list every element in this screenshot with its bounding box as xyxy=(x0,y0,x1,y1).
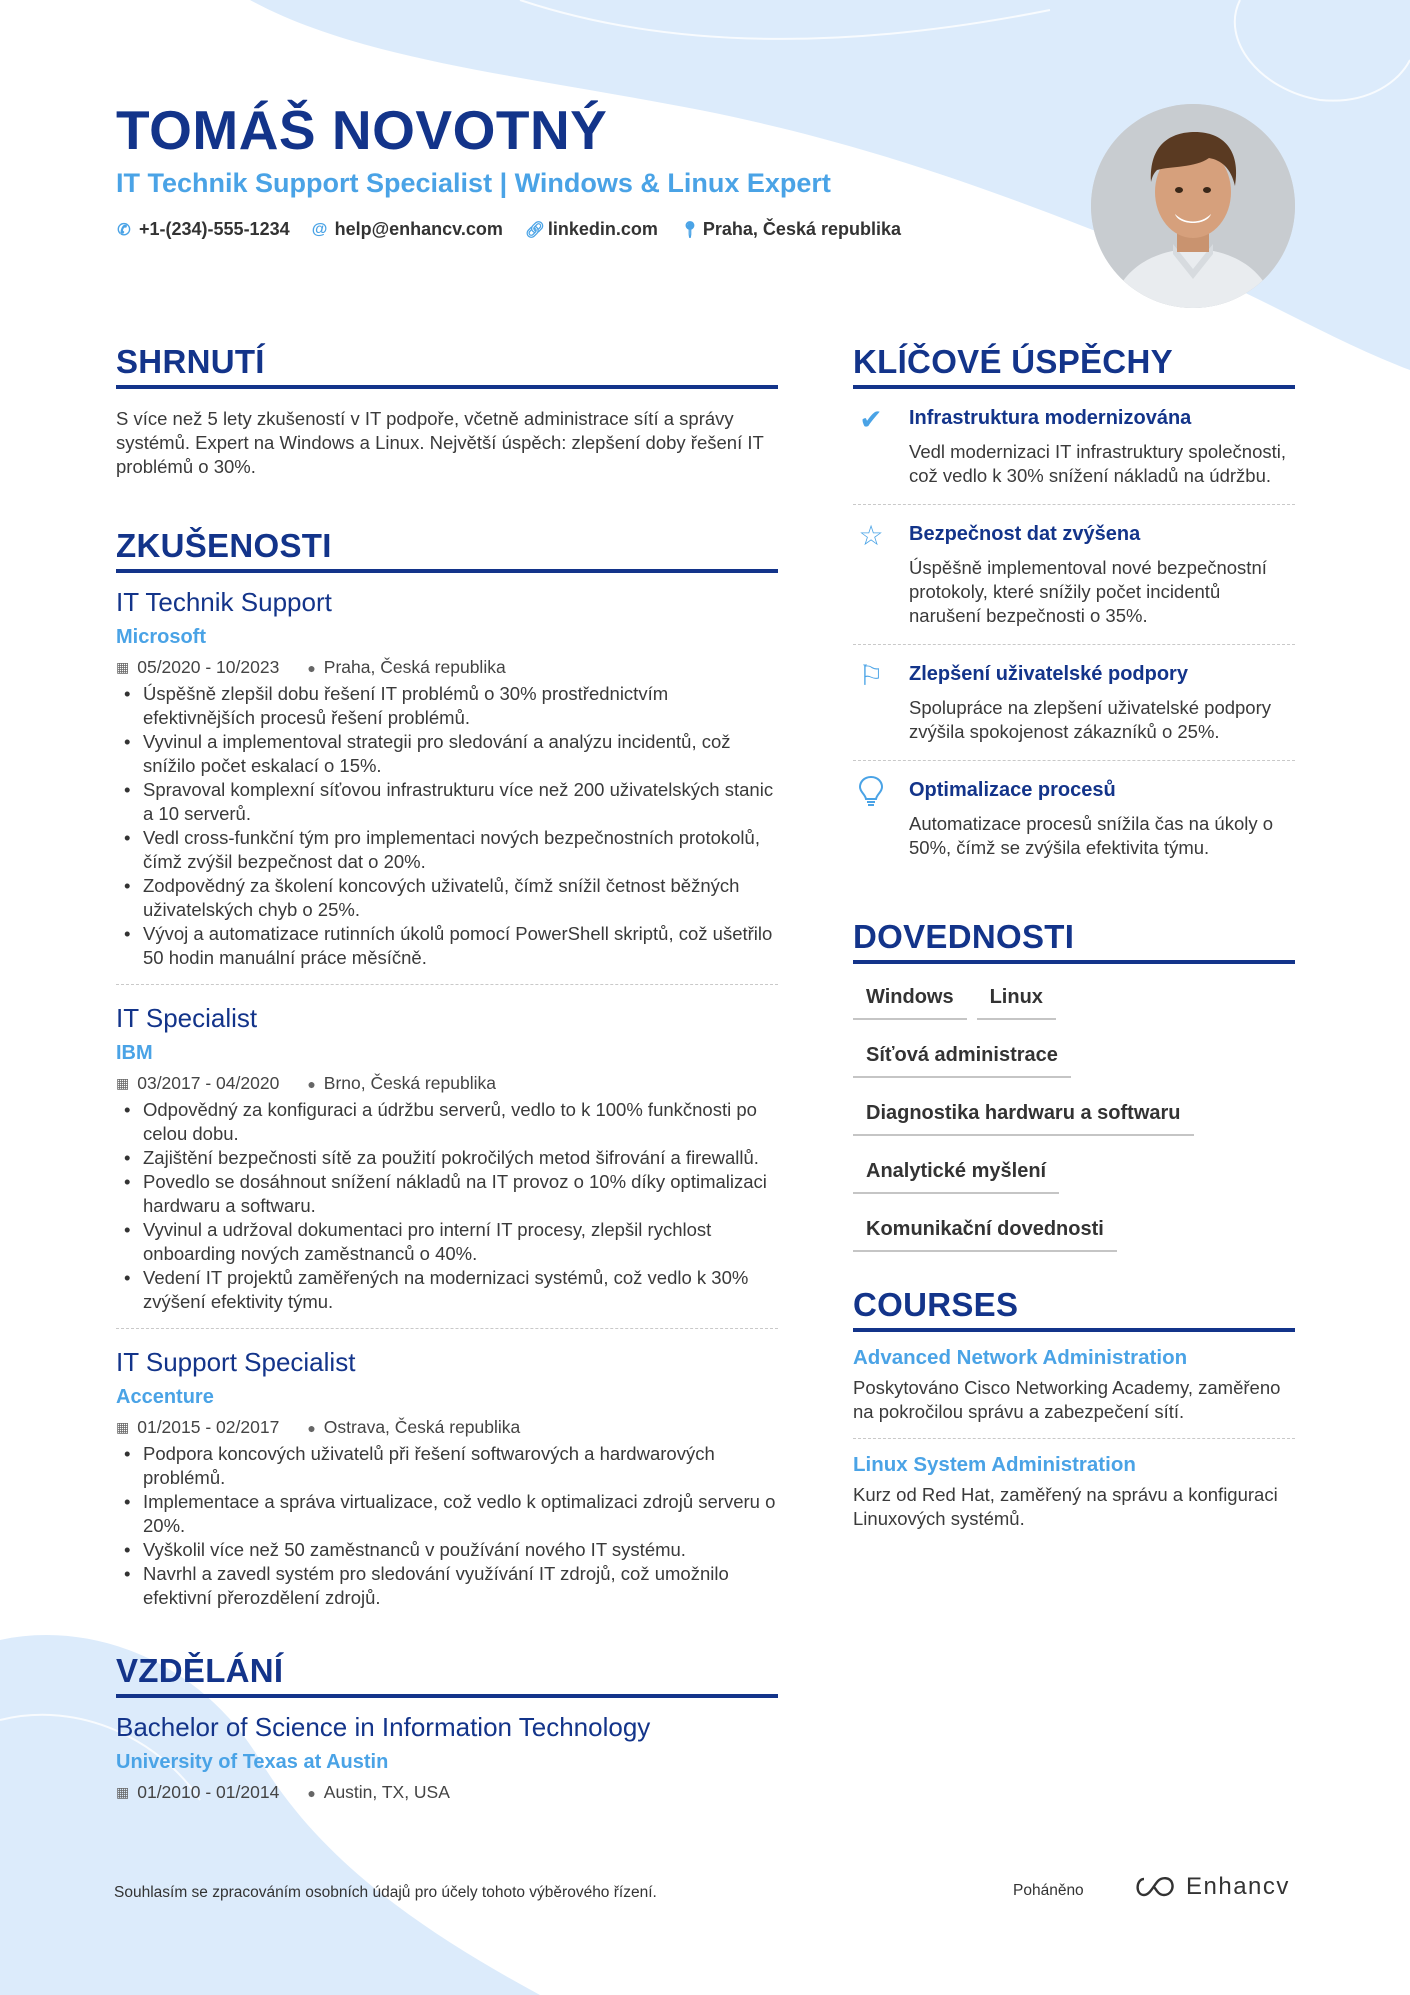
achievement-title: Zlepšení uživatelské podpory xyxy=(909,663,1188,685)
job-dates: 05/2020 - 10/2023 xyxy=(137,657,280,677)
skill-tag: Síťová administrace xyxy=(853,1036,1071,1078)
calendar-icon: ▦ xyxy=(116,1784,130,1800)
course-item xyxy=(853,1332,1295,1438)
achievement-text: Úspěšně implementoval nové bezpečnostní protokoly, které snížily počet incidentů narušení bezpečnosti o 35%. xyxy=(909,557,1267,626)
skills-list xyxy=(853,978,1295,1268)
job-bullet: • Úspěšně zlepšil dobu řešení IT problémů o 30% prostřednictvím efektivnějších procesů řešení problémů. xyxy=(116,682,778,730)
courses-title: COURSES xyxy=(853,1286,1295,1332)
education-dates: 01/2010 - 01/2014 xyxy=(137,1782,280,1802)
right-column xyxy=(853,343,1295,1545)
job-entry xyxy=(116,984,778,1328)
job-title: IT Support Specialist xyxy=(116,1347,356,1377)
job-dates: 01/2015 - 02/2017 xyxy=(137,1417,280,1437)
location-icon: 📍︎ xyxy=(679,221,701,239)
star-icon: ☆ xyxy=(858,520,884,551)
email-text: help@enhancv.com xyxy=(334,219,503,239)
calendar-icon: ▦ xyxy=(116,1419,130,1435)
school-name: University of Texas at Austin xyxy=(116,1751,389,1773)
location-text: Praha, Česká republika xyxy=(702,219,902,239)
courses-list xyxy=(853,1332,1295,1545)
lightbulb-icon xyxy=(853,775,889,860)
job-location: Praha, Česká republika xyxy=(323,657,506,677)
experience-list xyxy=(116,587,778,1624)
powered-by-label: Poháněno xyxy=(1013,1882,1084,1899)
job-bullets xyxy=(116,1442,778,1610)
contact-linkedin[interactable] xyxy=(525,219,658,240)
course-title: Advanced Network Administration xyxy=(853,1346,1188,1369)
location-icon: ● xyxy=(307,659,316,676)
contact-phone xyxy=(116,219,290,240)
skill-tag: Windows xyxy=(853,978,967,1020)
job-entry xyxy=(116,587,778,984)
course-text: Poskytováno Cisco Networking Academy, zaměřeno na pokročilou správu a zabezpečení sítí. xyxy=(853,1377,1281,1422)
job-bullet: • Vyškolil více než 50 zaměstnanců v používání nového IT systému. xyxy=(116,1538,778,1562)
left-column xyxy=(116,343,778,1807)
education-title: VZDĚLÁNÍ xyxy=(116,1652,778,1698)
checkmark-icon: ✔ xyxy=(859,404,883,435)
job-meta xyxy=(116,1073,778,1094)
achievements-title: KLÍČOVÉ ÚSPĚCHY xyxy=(853,343,1295,389)
job-bullets xyxy=(116,682,778,970)
course-item xyxy=(853,1438,1295,1545)
job-bullet: • Podpora koncových uživatelů při řešení softwarových a hardwarových problémů. xyxy=(116,1442,778,1490)
infinity-logo-icon xyxy=(1132,1875,1178,1899)
job-bullets xyxy=(116,1098,778,1314)
job-bullet: • Vyvinul a implementoval strategii pro sledování a analýzu incidentů, což snížilo počet eskalací o 15%. xyxy=(116,730,778,778)
achievement-title: Infrastruktura modernizována xyxy=(909,407,1192,429)
job-bullet: • Zajištění bezpečnosti sítě za použití pokročilých metod šifrování a firewallů. xyxy=(116,1146,778,1170)
contact-email[interactable] xyxy=(312,219,503,240)
brand-name: Enhancv xyxy=(1186,1873,1290,1900)
job-bullet: • Navrhl a zavedl systém pro sledování využívání IT zdrojů, což umožnilo efektivní přerozdělení zdrojů. xyxy=(116,1562,778,1610)
skill-tag: Komunikační dovednosti xyxy=(853,1210,1117,1252)
job-location: Ostrava, Česká republika xyxy=(323,1417,521,1437)
calendar-icon: ▦ xyxy=(116,1075,130,1091)
job-entry xyxy=(116,1328,778,1624)
job-bullet: • Vývoj a automatizace rutinních úkolů pomocí PowerShell skriptů, což ušetřilo 50 hodin manuální práce měsíčně. xyxy=(116,922,778,970)
job-bullet: • Zodpovědný za školení koncových uživatelů, čímž snížil četnost běžných uživatelských chyb o 25%. xyxy=(116,874,778,922)
location-icon: ● xyxy=(307,1419,316,1436)
job-bullet: • Povedlo se dosáhnout snížení nákladů na IT provoz o 10% díky optimalizaci hardwaru a softwaru. xyxy=(116,1170,778,1218)
job-title: IT Technik Support xyxy=(116,587,332,617)
job-bullet: • Odpovědný za konfiguraci a údržbu serverů, vedlo to k 100% funkčnosti po celou dobu. xyxy=(116,1098,778,1146)
job-company: Accenture xyxy=(116,1386,214,1408)
achievement-item xyxy=(853,504,1295,644)
degree-title: Bachelor of Science in Information Technology xyxy=(116,1712,651,1742)
at-icon: @ xyxy=(311,220,328,238)
skill-tag: Linux xyxy=(977,978,1056,1020)
job-title: IT Specialist xyxy=(116,1003,258,1033)
education-location: Austin, TX, USA xyxy=(323,1782,450,1802)
location-icon: ● xyxy=(307,1075,316,1092)
achievement-item xyxy=(853,389,1295,504)
job-company: IBM xyxy=(116,1042,153,1064)
linkedin-text: linkedin.com xyxy=(547,219,658,239)
skills-title: DOVEDNOSTI xyxy=(853,918,1295,964)
education-meta xyxy=(116,1782,778,1803)
calendar-icon: ▦ xyxy=(116,659,130,675)
job-meta xyxy=(116,657,778,678)
job-meta xyxy=(116,1417,778,1438)
summary-text: S více než 5 lety zkušeností v IT podpoře, včetně administrace sítí a správy systémů. Expert na Windows a Linux. Největší úspěch: zlepšení doby řešení IT problémů o 30%. xyxy=(116,408,764,477)
job-bullet: • Vedl cross-funkční tým pro implementaci nových bezpečnostních protokolů, čímž zvýšil bezpečnost dat o 20%. xyxy=(116,826,778,874)
skill-tag: Analytické myšlení xyxy=(853,1152,1059,1194)
job-bullet: • Implementace a správa virtualizace, což vedlo k optimalizaci zdrojů serveru o 20%. xyxy=(116,1490,778,1538)
experience-title: ZKUŠENOSTI xyxy=(116,527,778,573)
achievements-list xyxy=(853,389,1295,876)
phone-icon: ✆ xyxy=(117,221,131,239)
contact-location xyxy=(680,219,901,240)
achievement-text: Vedl modernizaci IT infrastruktury společnosti, což vedlo k 30% snížení nákladů na údržbu. xyxy=(909,441,1287,486)
job-bullet: • Vedení IT projektů zaměřených na modernizaci systémů, což vedlo k 30% zvýšení efektivity týmu. xyxy=(116,1266,778,1314)
job-company: Microsoft xyxy=(116,626,206,648)
job-bullet: • Spravoval komplexní síťovou infrastrukturu více než 200 uživatelských stanic a 10 serverů. xyxy=(116,778,778,826)
summary-title: SHRNUTÍ xyxy=(116,343,778,389)
achievement-text: Automatizace procesů snížila čas na úkoly o 50%, čímž se zvýšila efektivita týmu. xyxy=(909,813,1274,858)
skill-tag: Diagnostika hardwaru a softwaru xyxy=(853,1094,1194,1136)
candidate-headline: IT Technik Support Specialist | Windows & Linux Expert xyxy=(116,168,831,198)
enhancv-logo[interactable] xyxy=(1132,1873,1290,1901)
phone-text: +1-(234)-555-1234 xyxy=(139,219,290,239)
education-entry xyxy=(116,1712,778,1803)
location-icon: ● xyxy=(307,1784,316,1801)
achievement-title: Optimalizace procesů xyxy=(909,779,1116,801)
achievement-title: Bezpečnost dat zvýšena xyxy=(909,523,1141,545)
flag-icon: ⚐ xyxy=(858,660,884,691)
achievement-item xyxy=(853,644,1295,760)
contact-info xyxy=(116,219,901,240)
consent-text: Souhlasím se zpracováním osobních údajů pro účely tohoto výběrového řízení. xyxy=(114,1884,657,1901)
job-bullet: • Vyvinul a udržoval dokumentaci pro interní IT procesy, zlepšil rychlost onboarding nových zaměstnanců o 40%. xyxy=(116,1218,778,1266)
course-text: Kurz od Red Hat, zaměřený na správu a konfiguraci Linuxových systémů. xyxy=(853,1484,1278,1529)
job-location: Brno, Česká republika xyxy=(323,1073,496,1093)
course-title: Linux System Administration xyxy=(853,1453,1136,1476)
link-icon: 🔗︎ xyxy=(524,221,546,239)
achievement-text: Spolupráce na zlepšení uživatelské podpory zvýšila spokojenost zákazníků o 25%. xyxy=(909,697,1272,742)
profile-photo xyxy=(1091,104,1295,308)
job-dates: 03/2017 - 04/2020 xyxy=(137,1073,280,1093)
achievement-item xyxy=(853,760,1295,876)
candidate-name: TOMÁŠ NOVOTNÝ xyxy=(116,99,608,161)
